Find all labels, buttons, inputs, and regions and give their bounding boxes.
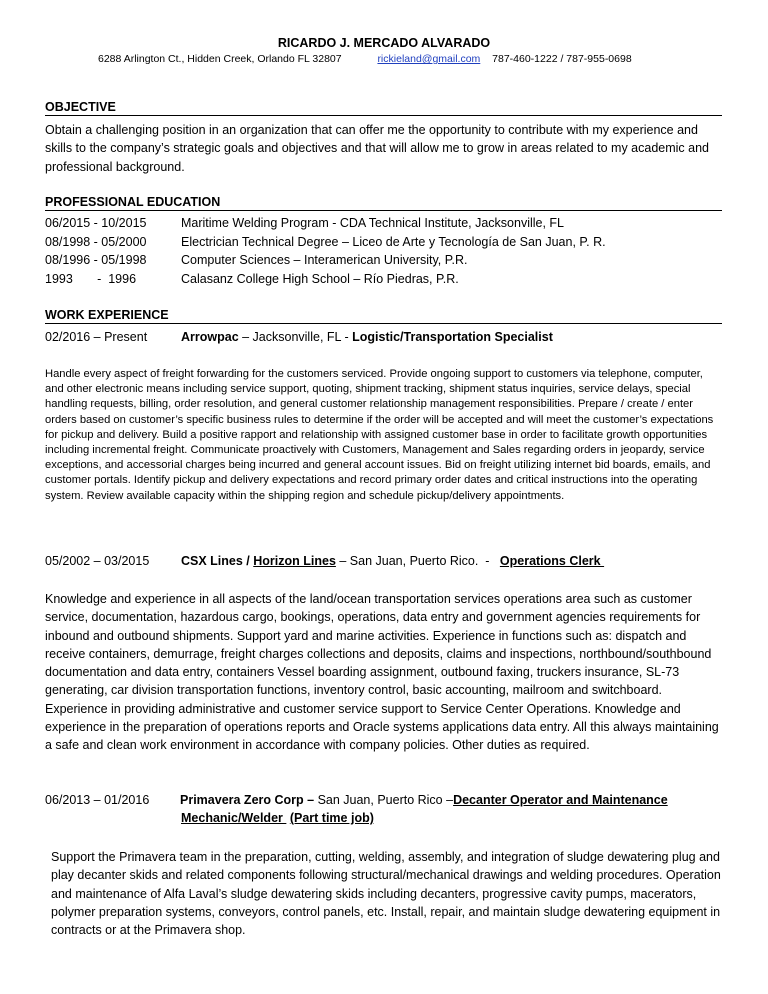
education-desc: Computer Sciences – Interamerican University, P.R. (181, 253, 468, 267)
education-desc: Electrician Technical Degree – Liceo de Arte y Tecnología de San Juan, P. R. (181, 235, 606, 249)
job-title: Decanter Operator and Maintenance (453, 793, 668, 807)
job-header (181, 330, 553, 344)
job-description: Support the Primavera team in the preparation, cutting, welding, assembly, and integration of sludge dewatering plug and play decanter skids and related components following structural/mechanical drawings and welding procedures. Operation and maintenance of Alfa Laval’s sludge dewatering skids including decanters, progressive cavity pumps, macerators, polymer preparation systems, conveyors, control panels, etc. Install, repair, and maintain sludge dewatering equipment in contracts or at the Primavera shop. (51, 850, 721, 938)
education-dates: 06/2015 - 10/2015 (45, 216, 147, 230)
resume-name: RICARDO J. MERCADO ALVARADO (277, 36, 491, 50)
job-dates: 06/2013 – 01/2016 (45, 793, 150, 807)
contact-line (98, 53, 632, 65)
job-description: Handle every aspect of freight forwarding for the customers serviced. Provide ongoing support to customers via telephone, computer, and other electronic means including service support, quoting, shipment tracking, shipment status inquiries, service delays, special handling requests, billing, order resolution, and general customer relationship management responsibilities. Prepare / create / enter orders based on customer’s specific business rules to determine if the order will be accepted and will meet the customer’s expectations for pickup and delivery. Build a positive rapport and relationship with assigned customer base in order to facilitate growth opportunities including incremental freight. Communicate proactively with Customers, Management and Sales regarding orders in jeopardy, service exceptions, and accessorial charges being incurred and general account issues. Bid on freight utilizing internet bid boards, emails, and customer portals. Identify pickup and delivery expectations and record primary order dates and critical instructions into the operating system. Review available capacity within the shipping region and schedule pickup/delivery appointments. (45, 368, 714, 502)
objective-heading: OBJECTIVE (45, 100, 722, 116)
job-note: (Part time job) (289, 811, 374, 825)
job-dates: 02/2016 – Present (45, 330, 148, 344)
education-dates: 1993 - 1996 (45, 272, 137, 286)
phone-numbers: 787-460-1222 / 787-955-0698 (492, 53, 632, 65)
job-location: – San Juan, Puerto Rico. - (335, 554, 500, 568)
job-header (180, 793, 668, 807)
job-company: Arrowpac (181, 330, 239, 344)
email-link[interactable]: rickieland@gmail.com (377, 53, 481, 65)
job-company-alt: Horizon Lines (253, 554, 336, 568)
education-dates: 08/1998 - 05/2000 (45, 235, 147, 249)
job-location: San Juan, Puerto Rico – (317, 793, 454, 807)
education-desc: Calasanz College High School – Río Piedras, P.R. (181, 272, 459, 286)
education-desc: Maritime Welding Program - CDA Technical Institute, Jacksonville, FL (181, 216, 565, 230)
job-title: Operations Clerk (499, 554, 605, 568)
job-company: CSX Lines / (181, 554, 254, 568)
job-header-line2 (181, 811, 374, 825)
job-header (181, 554, 604, 568)
job-company: Primavera Zero Corp – (180, 793, 318, 807)
objective-text: Obtain a challenging position in an organization that can offer me the opportunity to contribute with my experience and skills to the company’s strategic goals and objectives and that will allow me to grow in areas related to my academic and professional background. (45, 123, 709, 174)
job-location: – Jacksonville, FL - (238, 330, 353, 344)
job-title: Logistic/Transportation Specialist (352, 330, 553, 344)
job-title-cont: Mechanic/Welder (181, 811, 287, 825)
address: 6288 Arlington Ct., Hidden Creek, Orlando FL 32807 (98, 53, 342, 65)
work-heading: WORK EXPERIENCE (45, 308, 722, 324)
education-heading: PROFESSIONAL EDUCATION (45, 195, 722, 211)
education-dates: 08/1996 - 05/1998 (45, 253, 147, 267)
job-dates: 05/2002 – 03/2015 (45, 554, 150, 568)
job-description: Knowledge and experience in all aspects of the land/ocean transportation services operations area such as customer service, documentation, hazardous cargo, bookings, operations, data entry and government agencies requirements for inbound and outbound shipments. Support yard and marine activities. Experience in functions such as: dispatch and receive containers, demurrage, freight charges collections and deposits, claims and inspections, northbound/southbound documentation and data entry, containers Vessel boarding assignment, outbound faxing, truckers insurance, SL-73 generating, car division transportation functions, inventory control, basic accounting, mailroom and switchboard. Experience in providing administrative and customer service support to Service Center Operations. Knowledge and experience in the preparation of operations reports and Oracle systems applications data entry. All this always maintaining a safe and clean work environment in accordance with company policies. Other duties as required. (45, 592, 719, 753)
